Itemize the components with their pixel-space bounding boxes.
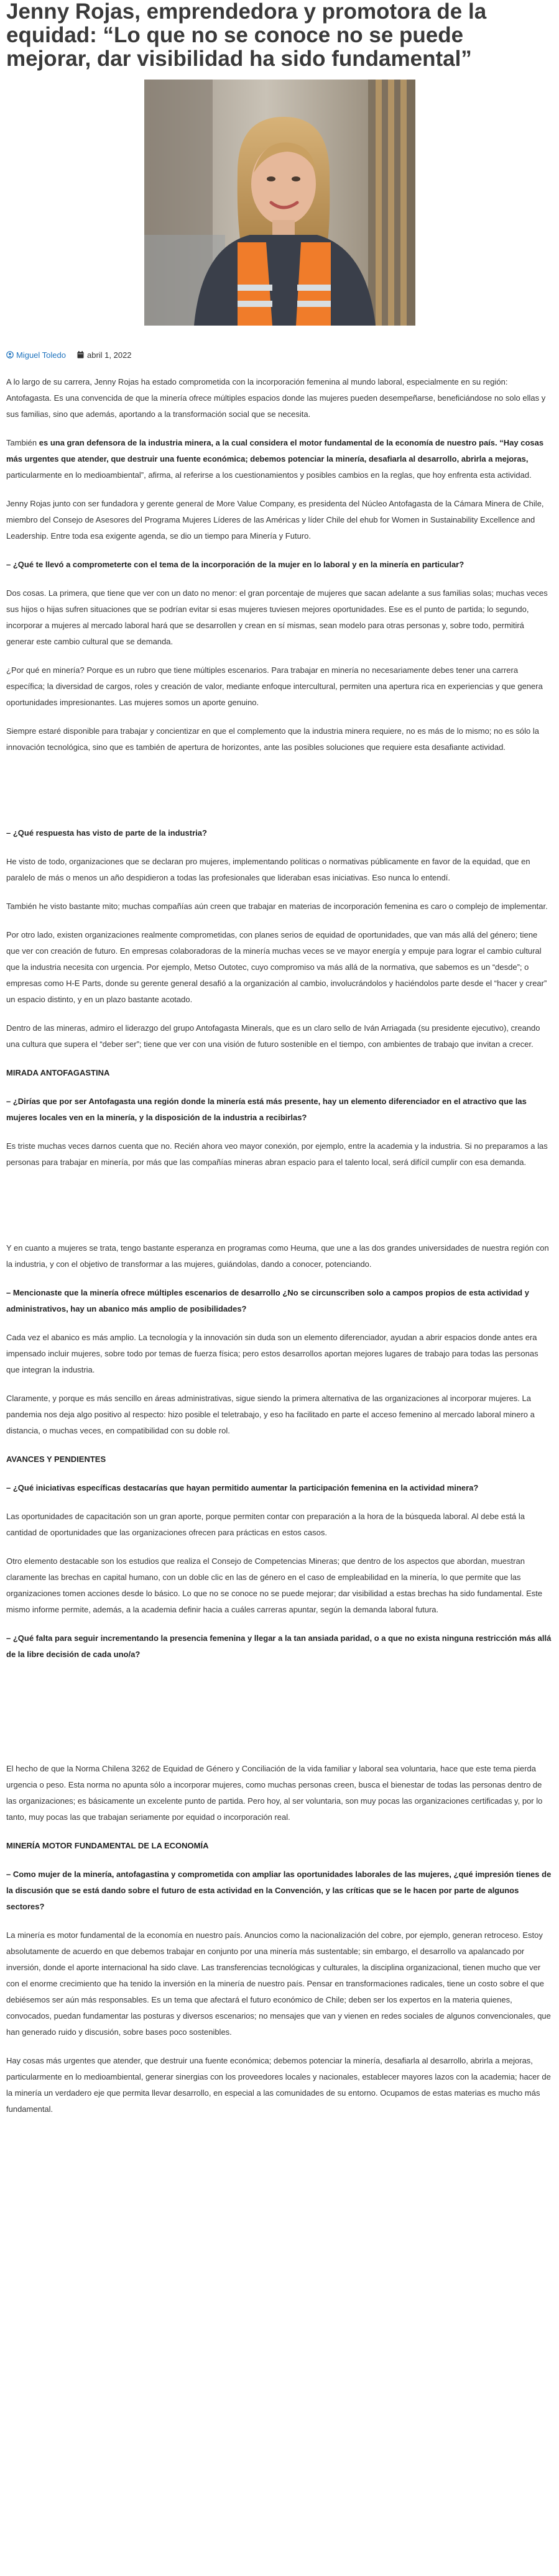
calendar-icon [77, 351, 84, 359]
section-heading [6, 1630, 553, 1663]
section-heading [6, 1065, 553, 1081]
text-run: ¿Por qué en minería? Porque es un rubro que tiene múltiples escenarios. Para trabajar en minería no necesariamente debes tener una carrera específica; la diversidad de cargos, roles y creación de valor, mediante enfoque intercultural, permiten una apertura rica en experiencias y que genera oportunidades impresionantes. Las mujeres somos un aporte genuino. [6, 665, 543, 707]
text-run: Siempre estaré disponible para trabajar y concientizar en que el complemento que la industria minera requiere, no es más de lo mismo; no es sólo la innovación tecnológica, sino que es también de apertura de horizontes, ante las posibles soluciones que requiere esta desafiante actividad. [6, 726, 540, 752]
body-paragraph [6, 1391, 553, 1439]
body-paragraph [6, 1240, 553, 1272]
bold-text: – Mencionaste que la minería ofrece múltiples escenarios de desarrollo ¿No se circunscriben solo a campos propios de esta actividad y administrativos, hay un abanico más amplio de posibilidades? [6, 1288, 529, 1313]
text-run: Cada vez el abanico es más amplio. La tecnología y la innovación sin duda son un elemento diferenciador, ayudan a abrir espacios donde antes era impensado incluir mujeres, sobre todo por temas de fuerza física; pero estos desarrollos aportan mejores lugares de trabajo para todas las personas que integran la industria. [6, 1333, 538, 1374]
bold-text: es una gran defensora de la industria minera, a la cual considera el motor fundamental de la economía de nuestro país. [39, 438, 497, 447]
text-run: particularmente en lo medioambiental”, afirma, al referirse a los cuestionamientos y posibles cambios en la reglas, que hoy enfrenta esta actividad. [6, 470, 532, 480]
article-title: Jenny Rojas, emprendedora y promotora de la equidad: “Lo que no se conoce no se puede mejorar, dar visibilidad ha sido fundamental” [6, 0, 487, 71]
bold-text: – ¿Qué te llevó a comprometerte con el tema de la incorporación de la mujer en lo laboral y en la minería en particular? [6, 560, 464, 569]
body-paragraph [6, 854, 553, 886]
section-heading [6, 1094, 553, 1126]
section-heading [6, 1480, 553, 1496]
blank-paragraph [6, 797, 553, 813]
body-paragraph [6, 927, 553, 1008]
body-paragraph [6, 1509, 553, 1541]
text-run: Y en cuanto a mujeres se trata, tengo bastante esperanza en programas como Heuma, que une a las dos grandes universidades de nuestra región con la industria, y con el objetivo de transformar a las mujeres, guiándolas, dando a conocer, potenciando. [6, 1243, 549, 1269]
body-paragraph [6, 898, 553, 915]
text-run: Las oportunidades de capacitación son un gran aporte, porque permiten contar con preparación a la hora de la búsqueda laboral. Al debe está la cantidad de oportunidades que las organizaciones ofrecen para prácticas en estos casos. [6, 1512, 525, 1537]
bold-text: – Como mujer de la minería, antofagastina y comprometida con ampliar las oportunidades laborales de las mujeres, ¿qué impresión tienes de la discusión que se está dando sobre el futuro de esta actividad en la Convención, y las críticas que se le hacen por parte de algunos sectores? [6, 1870, 552, 1911]
article-body [0, 362, 559, 2117]
bold-text: MINERÍA MOTOR FUNDAMENTAL DE LA ECONOMÍA [6, 1841, 209, 1850]
body-paragraph [6, 1927, 553, 2040]
bold-text: – ¿Qué falta para seguir incrementando la presencia femenina y llegar a la tan ansiada paridad, o a que no exista ninguna restricción más allá de la libre decisión de cada uno/a? [6, 1633, 552, 1659]
text-run: Otro elemento destacable son los estudios que realiza el Consejo de Competencias Mineras; que dentro de los aspectos que abordan, muestran claramente las brechas en capital humano, con un doble clic en las de género en el caso de empleabilidad en la minería, lo que permite que las organizaciones tomen acciones desde lo básico. Lo que no se conoce no se puede mejorar; dar visibilidad a estas brechas ha sido fundamental. Este mismo informe permite, además, a la academia definir hacia a cuáles carreras apuntar, según la demanda laboral futura. [6, 1556, 543, 1614]
author-icon [6, 351, 14, 359]
body-paragraph [6, 662, 553, 711]
text-run: Es triste muchas veces darnos cuenta que no. Recién ahora veo mayor conexión, por ejemplo, entre la academia y la industria. Si no preparamos a las personas para trabajar en minería, por más que las compañías mineras abran espacio para el talento local, será difícil cumplir con esa demanda. [6, 1141, 548, 1167]
text-run: Por otro lado, existen organizaciones realmente comprometidas, con planes serios de equidad de oportunidades, que van más allá del género; tiene que ver con creación de futuro. En empresas colaboradoras de la minería muchas veces se ve mayor energía y empuje para lograr el cambio cultural que la industria necesita con urgencia. Por ejemplo, Metso Outotec, cuyo compromiso va más allá de la normativa, que sabemos es un “desde”; o empresas como H-E Parts, donde su gerente general desafió a la organización al cambio, involucrándolos y haciéndolos parte desde el “hacer y crear” un espacio distinto, y en un plazo bastante acotado. [6, 930, 547, 1004]
portrait-image [144, 80, 415, 326]
body-paragraph [6, 723, 553, 756]
blank-paragraph [6, 1183, 553, 1199]
text-run: Hay cosas más urgentes que atender, que destruir una fuente económica; debemos potenciar la minería, desafiarla al desarrollo, abrirla a mejoras, particularmente en lo medioambiental, generar sinergias con los proveedores locales y nacionales, establecer mayores lazos con la academia; hacer de la minería un verdadero eje que permita llevar desarrollo, en especial a las comunidades de su entorno. Ocupamos de estas materias es mucho más fundamental. [6, 2056, 551, 2114]
text-run: Dos cosas. La primera, que tiene que ver con un dato no menor: el gran porcentaje de mujeres que sacan adelante a sus familias solas; muchas veces sus hijos o hijas sufren situaciones que se podrían evitar si esas mujeres tuviesen mejores oportunidades. Ese es el punto de partida; lo segundo, incorporar a mujeres al mercado laboral hará que se desarrollen y crean en sí mismas, sean modelo para otras personas y, sobre todo, permitirá generar este cambio cultural que se demanda. [6, 588, 548, 646]
body-paragraph [6, 1330, 553, 1378]
bold-text: – ¿Dirías que por ser Antofagasta una región donde la minería está más presente, hay un elemento diferenciador en el atractivo que las mujeres locales ven en la minería, y la disposición de la industria a recibirlas? [6, 1097, 527, 1122]
body-paragraph [6, 585, 553, 650]
bold-text: “Hay cosas más urgentes que atender, que destruir una fuente económica; debemos potenciar la minería, desafiarla al desarrollo, abrirla a mejoras, [6, 438, 544, 464]
blank-paragraph [6, 768, 553, 784]
author-link[interactable]: Miguel Toledo [16, 350, 66, 360]
publish-date: abril 1, 2022 [86, 350, 132, 360]
body-paragraph [6, 1020, 553, 1053]
body-paragraph [6, 374, 553, 422]
body-paragraph [6, 435, 553, 483]
featured-photo [144, 80, 415, 326]
bold-text: – ¿Qué respuesta has visto de parte de la industria? [6, 828, 207, 838]
blank-paragraph [6, 1704, 553, 1720]
section-heading [6, 1838, 553, 1854]
bold-text: MIRADA ANTOFAGASTINA [6, 1068, 110, 1077]
section-heading [6, 1285, 553, 1317]
text-run: También [6, 438, 39, 447]
bold-text: – ¿Qué iniciativas específicas destacarías que hayan permitido aumentar la participación femenina en la actividad minera? [6, 1483, 479, 1492]
body-paragraph [6, 496, 553, 544]
body-paragraph [6, 1761, 553, 1825]
text-run: Claramente, y porque es más sencillo en áreas administrativas, sigue siendo la primera alternativa de las organizaciones al incorporar mujeres. La pandemia nos deja algo positivo al respecto: hizo posible el teletrabajo, y eso ha facilitado en parte el acceso femenino al mercado laboral minero a distancia, o muchas veces, en compatibilidad con su doble rol. [6, 1394, 535, 1435]
text-run: Jenny Rojas junto con ser fundadora y gerente general de More Value Company, es presidenta del Núcleo Antofagasta de la Cámara Minera de Chile, miembro del Consejo de Asesores del Programa Mujeres Líderes de las Américas y líder Chile del ehub for Women in Sustainability Excellence and Leadership. Entre toda esa exigente agenda, se dio un tiempo para Minería y Futuro. [6, 499, 544, 541]
text-run: La minería es motor fundamental de la economía en nuestro país. Anuncios como la nacionalización del cobre, por ejemplo, generan retroceso. Estoy absolutamente de acuerdo en que debemos trabajar en conjunto por una minería más sustentable; sin embargo, el desarrollo va apalancado por inversión, donde el aporte internacional ha sido clave. Las transferencias tecnológicas y culturales, la disciplina organizacional, tienen mucho que ver con el enorme crecimiento que ha tenido la inversión en la minería de nuestro país. Pensar en transformaciones radicales, tiene un costo sobre el que debiésemos ser aún más responsables. Es un tema que afectará el futuro económico de Chile; deben ser los expertos en la materia quienes, convocados, puedan fundamentar las posturas y diversos escenarios; no mensajes que van y vienen en redes sociales de algunos convencionales, que han generado ruido y discusión, sobre bases poco sostenibles. [6, 1930, 551, 2037]
text-run: He visto de todo, organizaciones que se declaran pro mujeres, implementando políticas o normativas públicamente en favor de la equidad, que en paralelo de más o menos un año despidieron a todas las profesionales que lideraban esas iniciativas. Eso nunca lo entendí. [6, 857, 530, 882]
section-heading [6, 1451, 553, 1468]
blank-paragraph [6, 1675, 553, 1691]
section-heading [6, 825, 553, 841]
post-meta [0, 348, 559, 362]
section-heading [6, 557, 553, 573]
section-heading [6, 1866, 553, 1915]
text-run: Dentro de las mineras, admiro el liderazgo del grupo Antofagasta Minerals, que es un claro sello de Iván Arriagada (su presidente ejecutivo), creando una cultura que supera el “deber ser”; tiene que ver con una visión de futuro sostenible en el tiempo, con ambientes de trabajo que invitan a crecer. [6, 1023, 540, 1049]
blank-paragraph [6, 1212, 553, 1228]
body-paragraph [6, 1553, 553, 1618]
text-run: También he visto bastante mito; muchas compañías aún creen que trabajar en materias de incorporación femenina es caro o complejo de implementar. [6, 902, 548, 911]
body-paragraph [6, 1138, 553, 1171]
text-run: A lo largo de su carrera, Jenny Rojas ha estado comprometida con la incorporación femenina al mundo laboral, especialmente en su región: Antofagasta. Es una convencida de que la minería ofrece múltiples espacios donde las mujeres pueden desempeñarse, beneficiándose no solo ellas y sus familias, sino que además, aportando a la transformación social que se necesita. [6, 377, 546, 419]
body-paragraph [6, 2053, 553, 2117]
text-run: El hecho de que la Norma Chilena 3262 de Equidad de Género y Conciliación de la vida familiar y laboral sea voluntaria, hace que este tema pierda urgencia o peso. Esta norma no apunta sólo a incorporar mujeres, como muchas personas creen, busca el bienestar de todas las personas dentro de las organizaciones; es básicamente un excelente punto de partida. Pero hoy, al ser voluntaria, son muy pocas las organizaciones certificadas y, por lo tanto, muy pocas las que trabajan seriamente por equidad o incorporación real. [6, 1764, 543, 1822]
bold-text: AVANCES Y PENDIENTES [6, 1455, 106, 1464]
blank-paragraph [6, 1732, 553, 1748]
